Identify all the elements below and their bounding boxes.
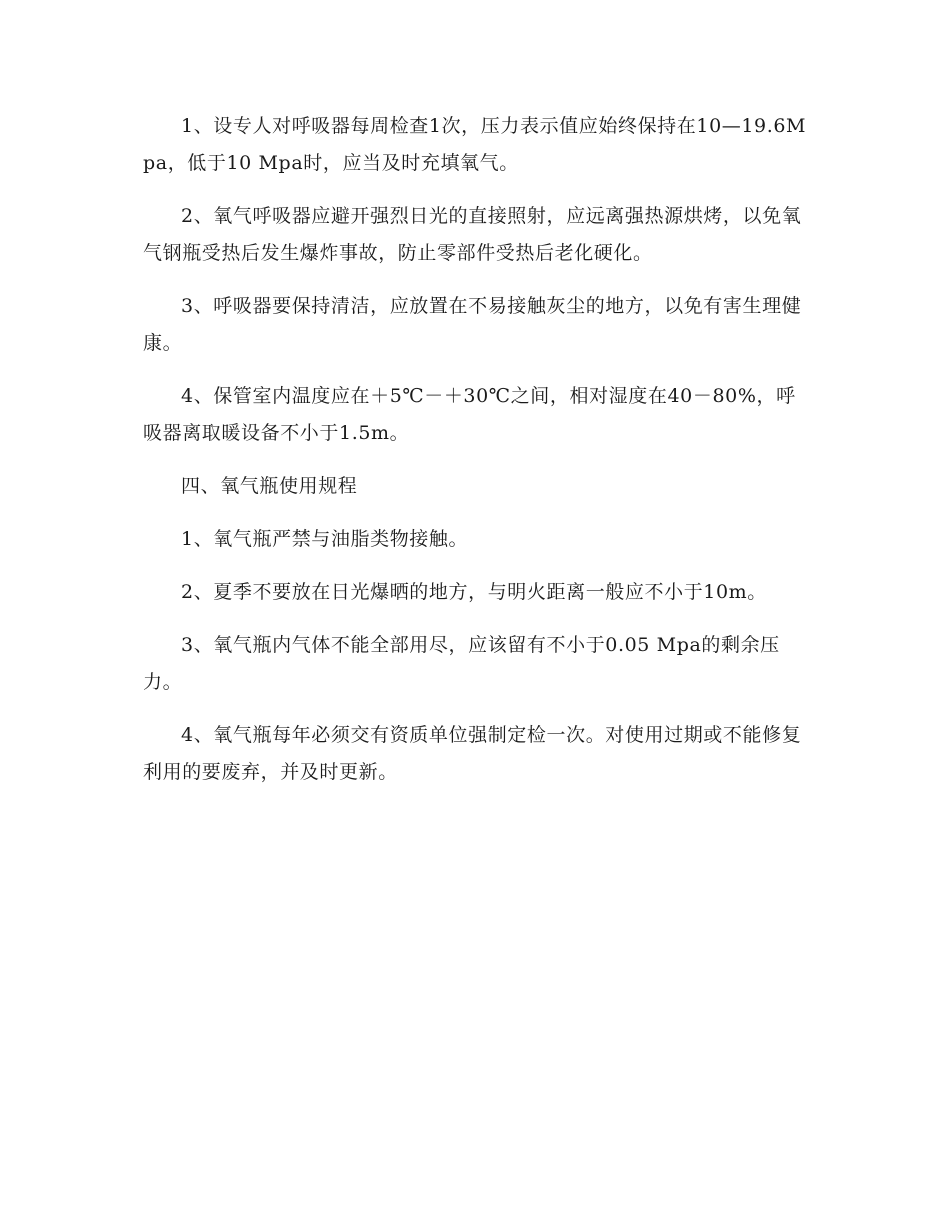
paragraph-cylinder-no-grease: 1、氧气瓶严禁与油脂类物接触。 (181, 528, 469, 550)
paragraph-cylinder-annual-inspection: 4、氧气瓶每年必须交有资质单位强制定检一次。对使用过期或不能修复利用的要废弃，并及时更新。 (143, 724, 802, 783)
paragraph-respirator-avoid-sunlight: 2、氧气呼吸器应避开强烈日光的直接照射，应远离强热源烘烤，以免氧气钢瓶受热后发生爆炸事故，防止零部件受热后老化硬化。 (143, 205, 802, 264)
paragraph-cylinder-summer-distance: 2、夏季不要放在日光爆晒的地方，与明火距离一般应不小于10m。 (181, 581, 767, 603)
document-body (143, 108, 813, 807)
section-heading-oxygen-cylinder: 四、氧气瓶使用规程 (181, 475, 358, 497)
paragraph-storage-temperature: 4、保管室内温度应在＋5℃－＋30℃之间，相对湿度在40－80%，呼吸器离取暖设备不小于1.5m。 (143, 385, 796, 444)
paragraph-cylinder-residual-pressure: 3、氧气瓶内气体不能全部用尽，应该留有不小于0.05 Mpa的剩余压力。 (143, 634, 780, 693)
paragraph-respirator-cleanliness: 3、呼吸器要保持清洁，应放置在不易接触灰尘的地方，以免有害生理健康。 (143, 295, 802, 354)
paragraph-respirator-weekly-check: 1、设专人对呼吸器每周检查1次，压力表示值应始终保持在10—19.6Mpa，低于10 Mpa时，应当及时充填氧气。 (143, 115, 807, 174)
